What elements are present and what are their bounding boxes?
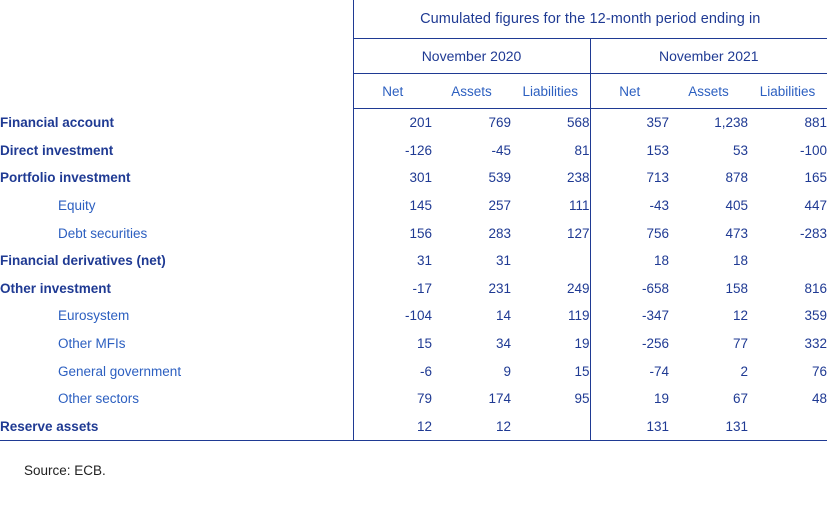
row-label: General government: [58, 363, 182, 379]
rule-cell: [0, 441, 353, 442]
row-value: 878: [725, 170, 748, 186]
header-sub-liabilities-1: Liabilities: [511, 74, 590, 109]
row-label: Portfolio investment: [0, 170, 131, 186]
row-label: Financial derivatives (net): [0, 253, 166, 269]
row-value: 357: [590, 109, 669, 137]
row-value: 9: [503, 363, 511, 379]
row-value: 18: [590, 247, 669, 275]
row-value: 48: [812, 391, 827, 407]
row-label: Debt securities: [58, 225, 148, 241]
row-value: 2: [740, 363, 748, 379]
header-sub-net-1: Net: [353, 74, 432, 109]
row-value: 174: [488, 391, 511, 407]
row-value: 95: [574, 391, 590, 407]
row-value: 14: [495, 308, 511, 324]
row-label: Equity: [58, 198, 96, 214]
row-value: 31: [495, 253, 511, 269]
row-value: -256: [590, 330, 669, 358]
row-value: 539: [488, 170, 511, 186]
header-cumulated-figures: Cumulated figures for the 12-month period ending in: [353, 0, 827, 39]
row-value: 15: [574, 363, 590, 379]
row-value: 76: [812, 363, 827, 379]
table-row: [0, 109, 827, 137]
row-value: 447: [804, 198, 827, 214]
table-row: [0, 385, 827, 413]
row-value: 568: [566, 115, 590, 131]
row-value: 249: [566, 280, 590, 296]
row-value: 131: [725, 418, 748, 434]
row-value: 19: [590, 385, 669, 413]
rule-cell: [748, 441, 827, 442]
row-value: 127: [566, 225, 590, 241]
row-value: -104: [353, 302, 432, 330]
row-value: 257: [488, 198, 511, 214]
row-value: 713: [590, 164, 669, 192]
row-value: -100: [800, 142, 827, 158]
row-value: 201: [353, 109, 432, 137]
row-label: Direct investment: [0, 142, 114, 158]
header-corner-blank-3: [0, 74, 353, 109]
row-value: [511, 247, 590, 275]
row-value: -43: [590, 192, 669, 220]
row-value: 359: [804, 308, 827, 324]
rule-cell: [669, 441, 748, 442]
table-row: [0, 413, 827, 441]
table-row: [0, 219, 827, 247]
row-label: Eurosystem: [58, 308, 130, 324]
row-value: -283: [800, 225, 827, 241]
header-corner-blank-2: [0, 39, 353, 74]
row-value: 12: [732, 308, 748, 324]
header-row-periods: [0, 39, 827, 74]
row-value: 31: [353, 247, 432, 275]
row-value: 79: [353, 385, 432, 413]
row-value: 53: [732, 142, 748, 158]
row-label: Other MFIs: [58, 336, 126, 352]
table-row: [0, 192, 827, 220]
row-value: 165: [804, 170, 827, 186]
header-sub-net-2: Net: [590, 74, 669, 109]
rule-cell: [432, 441, 511, 442]
header-sub-liabilities-2: Liabilities: [748, 74, 827, 109]
row-value: 473: [725, 225, 748, 241]
header-corner-blank: [0, 0, 353, 39]
row-value: 119: [567, 308, 590, 324]
table-row: [0, 302, 827, 330]
rule-cell: [353, 441, 432, 442]
row-value: [748, 413, 827, 441]
header-row-subs: [0, 74, 827, 109]
row-value: 283: [488, 225, 511, 241]
table-row: [0, 330, 827, 358]
row-value: 153: [590, 137, 669, 165]
row-label: Reserve assets: [0, 418, 99, 434]
table-row: [0, 247, 827, 275]
row-value: 15: [353, 330, 432, 358]
table-row: [0, 137, 827, 165]
table-bottom-rule: [0, 441, 827, 442]
row-value: 301: [353, 164, 432, 192]
row-value: 231: [488, 280, 511, 296]
row-value: 756: [590, 219, 669, 247]
row-value: 12: [353, 413, 432, 441]
row-value: 1,238: [714, 115, 748, 131]
row-value: 18: [732, 253, 748, 269]
row-label: Financial account: [0, 115, 115, 131]
row-value: 238: [566, 170, 590, 186]
table-row: [0, 275, 827, 303]
row-value: -17: [353, 275, 432, 303]
row-value: 19: [574, 336, 590, 352]
row-value: 332: [804, 336, 827, 352]
header-sub-assets-1: Assets: [432, 74, 511, 109]
row-value: 12: [495, 418, 511, 434]
row-value: 405: [725, 198, 748, 214]
source-note: Source: ECB.: [24, 463, 106, 479]
row-value: -658: [590, 275, 669, 303]
row-value: [511, 413, 590, 441]
row-value: [748, 247, 827, 275]
rule-cell: [590, 441, 669, 442]
row-value: -126: [353, 137, 432, 165]
header-sub-assets-2: Assets: [669, 74, 748, 109]
row-value: 67: [732, 391, 748, 407]
table-row: [0, 164, 827, 192]
row-value: 131: [590, 413, 669, 441]
row-value: 158: [725, 280, 748, 296]
header-period-2: November 2021: [590, 39, 827, 74]
row-value: -6: [353, 357, 432, 385]
row-value: -74: [590, 357, 669, 385]
row-value: 156: [353, 219, 432, 247]
row-value: 111: [568, 198, 590, 214]
rule-cell: [511, 441, 590, 442]
header-row-top: [0, 0, 827, 39]
row-value: 769: [488, 115, 511, 131]
table-header: [0, 0, 827, 109]
row-value: 145: [353, 192, 432, 220]
row-value: 77: [732, 336, 748, 352]
row-value: -45: [491, 142, 511, 158]
header-period-1: November 2020: [353, 39, 590, 74]
row-label: Other investment: [0, 280, 112, 296]
row-value: 81: [574, 142, 590, 158]
row-value: 816: [804, 280, 827, 296]
table-body: [0, 109, 827, 442]
row-value: -347: [590, 302, 669, 330]
row-label: Other sectors: [58, 391, 140, 407]
table-row: [0, 357, 827, 385]
row-value: 34: [495, 336, 511, 352]
row-value: 881: [804, 115, 827, 131]
